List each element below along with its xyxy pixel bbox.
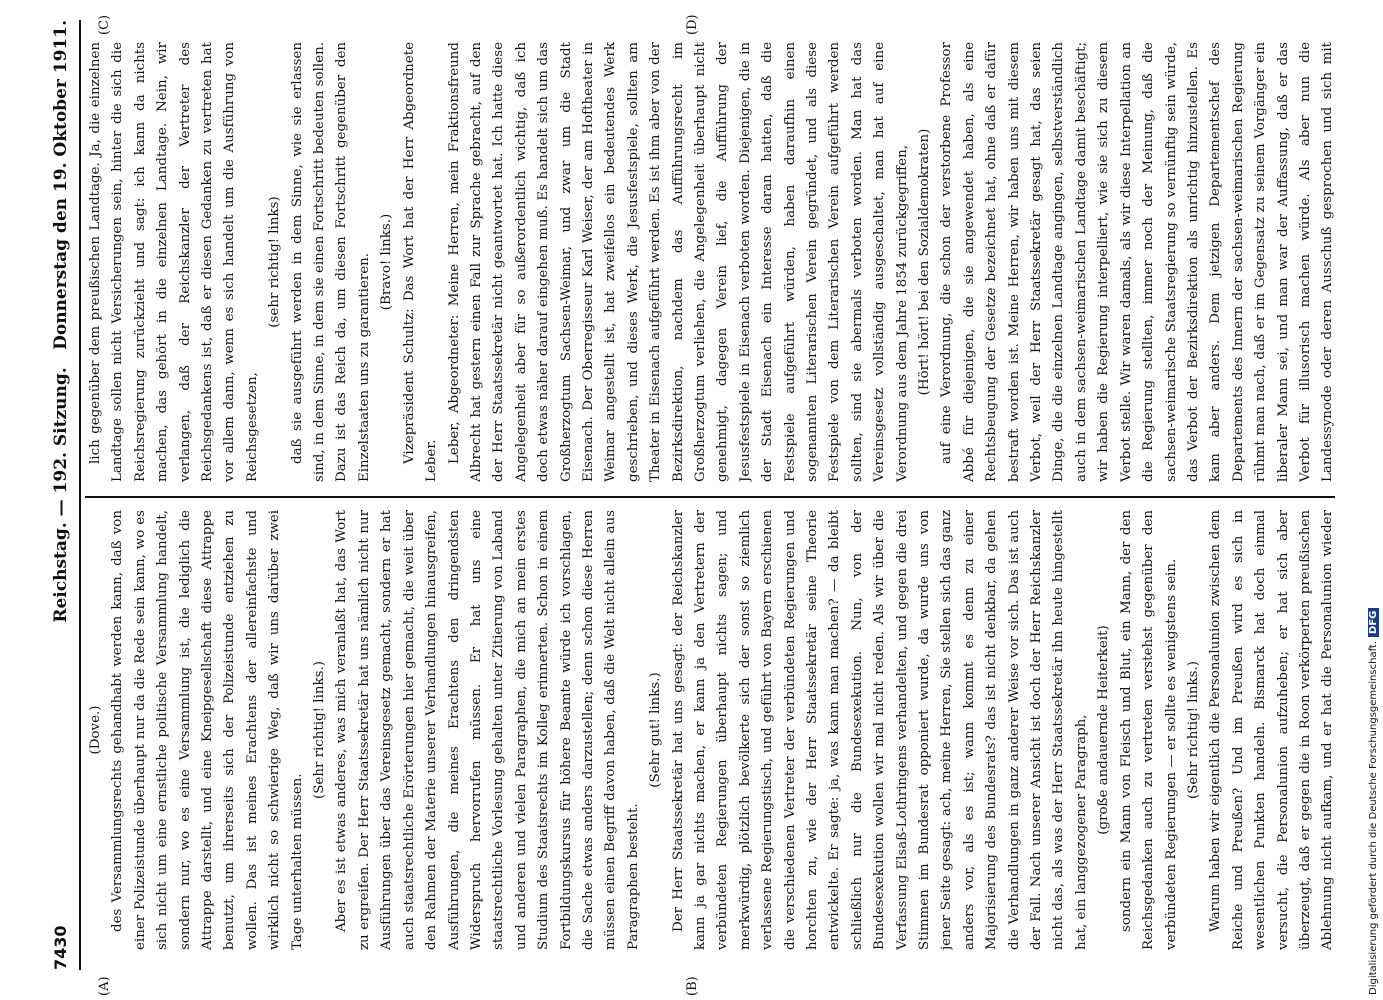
session-date: Donnerstag den 19. Oktober 1911. xyxy=(51,20,71,350)
text-column-left xyxy=(85,510,1335,950)
paragraph: Warum haben wir eigentlich die Personalunion zwischen dem Reiche und Preußen? Und im Preußen wird es sich in wesentlichen Punkten handeln. Bismarck hat doch einmal versucht, die Personalunion aufzuheben; er hat sich aber überzeugt, daß er gegen die in Roon verkörperten preußischen Ablehnung nicht aufkam, und er hat die Personalunion wieder xyxy=(1208,510,1335,950)
paragraph: Aber es ist etwas anderes, was mich veranlaßt hat, das Wort zu ergreifen. Der Herr Staatssekretär hat uns nämlich nicht nur Ausführungen über das Vereinsgesetz gemacht, sondern er hat auch staatsrechtliche Erörterungen hier gemacht, die weit über den Rahmen der Materie unserer Verhandlungen hinausgreifen, Ausführungen, die meines Erachtens den dringendsten Widerspruch hervorrufen müssen. Er hat uns eine staatsrechtliche Vorlesung gehalten unter Zitierung von Laband und anderen und vielen Paragraphen, die mich an mein erstes Studium des Staatsrechts im Kolleg erinnerten. Schon in einem Fortbildungskursus für höhere Beamte würde ich vorschlagen, die Sache etwas anders darzustellen; denn schon diese Herren müssen einen Begriff davon haben, daß die Welt nicht allein aus Paragraphen besteht. xyxy=(334,510,641,950)
dfg-logo: DFG xyxy=(1368,608,1379,637)
paragraph: daß sie ausgeführt werden in dem Sinne, wie sie erlassen sind, in dem Sinne, in dem sie einen Fortschritt bedeuten sollen. Dazu ist das Reich da, um diesen Fortschritt gegenüber den Einzelstaaten uns zu garantieren. xyxy=(289,42,372,482)
paragraph: (Sehr gut! links.) xyxy=(648,672,664,788)
page-number: 7430 xyxy=(51,925,70,970)
paragraph: lich gegenüber dem preußischen Landtage. Ja, die einzelnen Landtage sollen nicht Versicherungen sein, hinter die sich die Reichsregierung zurückzieht und sagt: ich kann da nichts machen, das gehört in die einzelnen Landtage. Nein, wir verlangen, daß der Reichskanzler der Vertreter des Reichsgedankens ist, daß er diesen Gedanken zu vertreten hat vor allem dann, wenn es sich handelt um die Ausführung von Reichsgesetzen, xyxy=(88,42,260,482)
margin-marker-b: (B) xyxy=(685,976,700,996)
paragraph: des Versammlungsrechts gehandhabt werden kann, daß von einer Polizeistunde überhaupt nur da die Rede sein kann, wo es sich nicht um eine ernstliche politische Versammlung handelt, sondern nur, wo es eine Versammlung ist, die lediglich die Attrappe darstellt, und eine Kneipgesellschaft diese Attrappe benutzt, um ihrerseits sich der Polizeistunde entziehen zu wollen. Das ist meines Erachtens der allereinfachste und wirklich nicht so schwierige Weg, daß wir uns darüber zwei Tage unterhalten müssen. xyxy=(110,510,305,950)
paragraph: (Sehr richtig! links.) xyxy=(312,661,328,799)
paragraph: (Sehr richtig! links.) xyxy=(1185,661,1201,799)
paragraph: (Dove.) xyxy=(88,705,103,755)
page-title: Reichstag. — 192. Sitzung. xyxy=(51,367,71,623)
paragraph: Der Herr Staatssekretär hat uns gesagt: der Reichskanzler kann ja gar nichts machen, er kann ja den Vertretern der verbündeten Regierungen überhaupt nichts sagen; und merkwürdig, plötzlich bevölkerte sich der sonst so ziemlich verlassene Regierungstisch, und geführt von Bayern erschienen die verschiedenen Vertreter der verbündeten Regierungen und horchten zu, wie der Herr Staatssekretär seine Theorie entwickelte. Er sagte: ja, was kann man machen? — da bleibt schließlich nur die Bundesexekution. Nun, von der Bundesexekution wollen wir mal nicht reden. Als wir über die Verfassung Elsaß-Lothringens verhandelten, und gegen die drei Stimmen im Bundesrat opponiert wurde, da wurde uns von jener Seite gesagt: ach, meine Herren, Sie stellen sich das ganz anders vor, als es ist; wann kommt es denn zu einer Majorisierung des Bundesrats? das ist nicht denkbar, da gehen die Verhandlungen in ganz anderer Weise vor sich. Das ist auch der Fall. Nach unserer Ansicht ist doch der Herr Reichskanzler nicht das, als was der Herr Staatssekretär ihn heute hingestellt hat, ein langgezogener Paragraph, xyxy=(670,510,1089,950)
paragraph: Leber, Abgeordneter: Meine Herren, mein Fraktionsfreund Albrecht hat gestern einen Fall zur Sprache gebracht, auf den der Herr Staatssekretär nicht geantwortet hat. Ich hatte diese Angelegenheit aber für so außerordentlich wichtig, daß ich doch etwas näher darauf eingehen muß. Es handelt sich um das Großherzogtum Sachsen-Weimar, und zwar um die Stadt Eisenach. Der Oberregisseur Karl Weiser, der am Hoftheater in Weimar angestellt ist, hat zweifellos ein bedeutendes Werk geschrieben, und dieses Werk, die Jesusfestspiele, sollten am Theater in Eisenach aufgeführt werden. Es ist ihm aber von der Bezirksdirektion, nachdem das Aufführungsrecht im Großherzogtum verliehen, die Angelegenheit überhaupt nicht genehmigt, dagegen Verein lief, die Aufführung der Jesusfestspiele in Eisenach verboten worden. Diejenigen, die in der Stadt Eisenach ein Interesse daran hatten, daß die Festspiele aufgeführt würden, haben daraufhin einen sogenannten Literarischen Verein gegründet, und als diese Festspiele von dem Literarischen Verein aufgeführt werden sollten, sind sie abermals verboten worden. Man hat das Vereinsgesetz vollständig ausgeschaltet, man hat auf eine Verordnung aus dem Jahre 1854 zurückgegriffen, xyxy=(446,42,910,482)
margin-marker-c: (C) xyxy=(97,14,112,35)
paragraph: auf eine Verordnung, die schon der verstorbene Professor Abbé für diejenigen, die sie angewendet haben, als eine Rechtsbeugung der Gesetze bezeichnet hat, ohne daß er dafür bestraft worden ist. Meine Herren, wir haben uns mit diesem Verbot, weil der Herr Staatssekretär gesagt hat, das seien Dinge, die die einzelnen Landtage angingen, selbstverständlich auch in dem sachsen-weimarischen Landtage damit beschäftigt; wir haben die Regierung interpelliert, wie sie sich zu diesem Verbot stelle. Wir waren damals, als wir diese Interpellation an die Regierung stellten, immer noch der Meinung, daß die sachsen-weimarische Staatsregierung so vernünftig sein würde, das Verbot der Bezirksdirektion als unrichtig hinzustellen. Es kam aber anders. Dem jetzigen Departementschef des Departements des Innern der sachsen-weimarischen Regierung rühmt man nach, daß er im Gegensatz zu seinem Vorgänger ein liberaler Mann sei, und man war der Auffassung, daß er das Verbot für illusorisch machen würde. Als aber nun die Landessynode oder deren Ausschuß gesprochen und sich mit xyxy=(939,42,1335,482)
paragraph: Vizepräsident Schultz: Das Wort hat der Herr Abgeordnete Leber. xyxy=(401,42,440,482)
credit-text: Digitalisierung gefördert durch die Deutsche Forschungsgemeinschaft. xyxy=(1368,640,1379,995)
paragraph: (sehr richtig! links) xyxy=(267,196,283,328)
column-divider xyxy=(85,496,1335,498)
digitization-credit xyxy=(1368,608,1379,995)
text-column-right xyxy=(85,42,1335,482)
rotated-page xyxy=(45,14,1345,996)
paragraph: (Bravo! links.) xyxy=(379,213,395,311)
page-header xyxy=(45,20,81,970)
margin-marker-d: (D) xyxy=(685,14,700,35)
margin-marker-a: (A) xyxy=(97,976,112,996)
paragraph: sondern ein Mann von Fleisch und Blut, ein Mann, der den Reichsgedanken auch zu vertreten verstehst gegenüber den verbündeten Regierungen — er sollte es wenigstens sein. xyxy=(1118,510,1179,950)
paragraph: (große andauernde Heiterkeit) xyxy=(1096,625,1112,835)
paragraph: (Hört! hört! bei den Sozialdemokraten) xyxy=(917,128,933,396)
